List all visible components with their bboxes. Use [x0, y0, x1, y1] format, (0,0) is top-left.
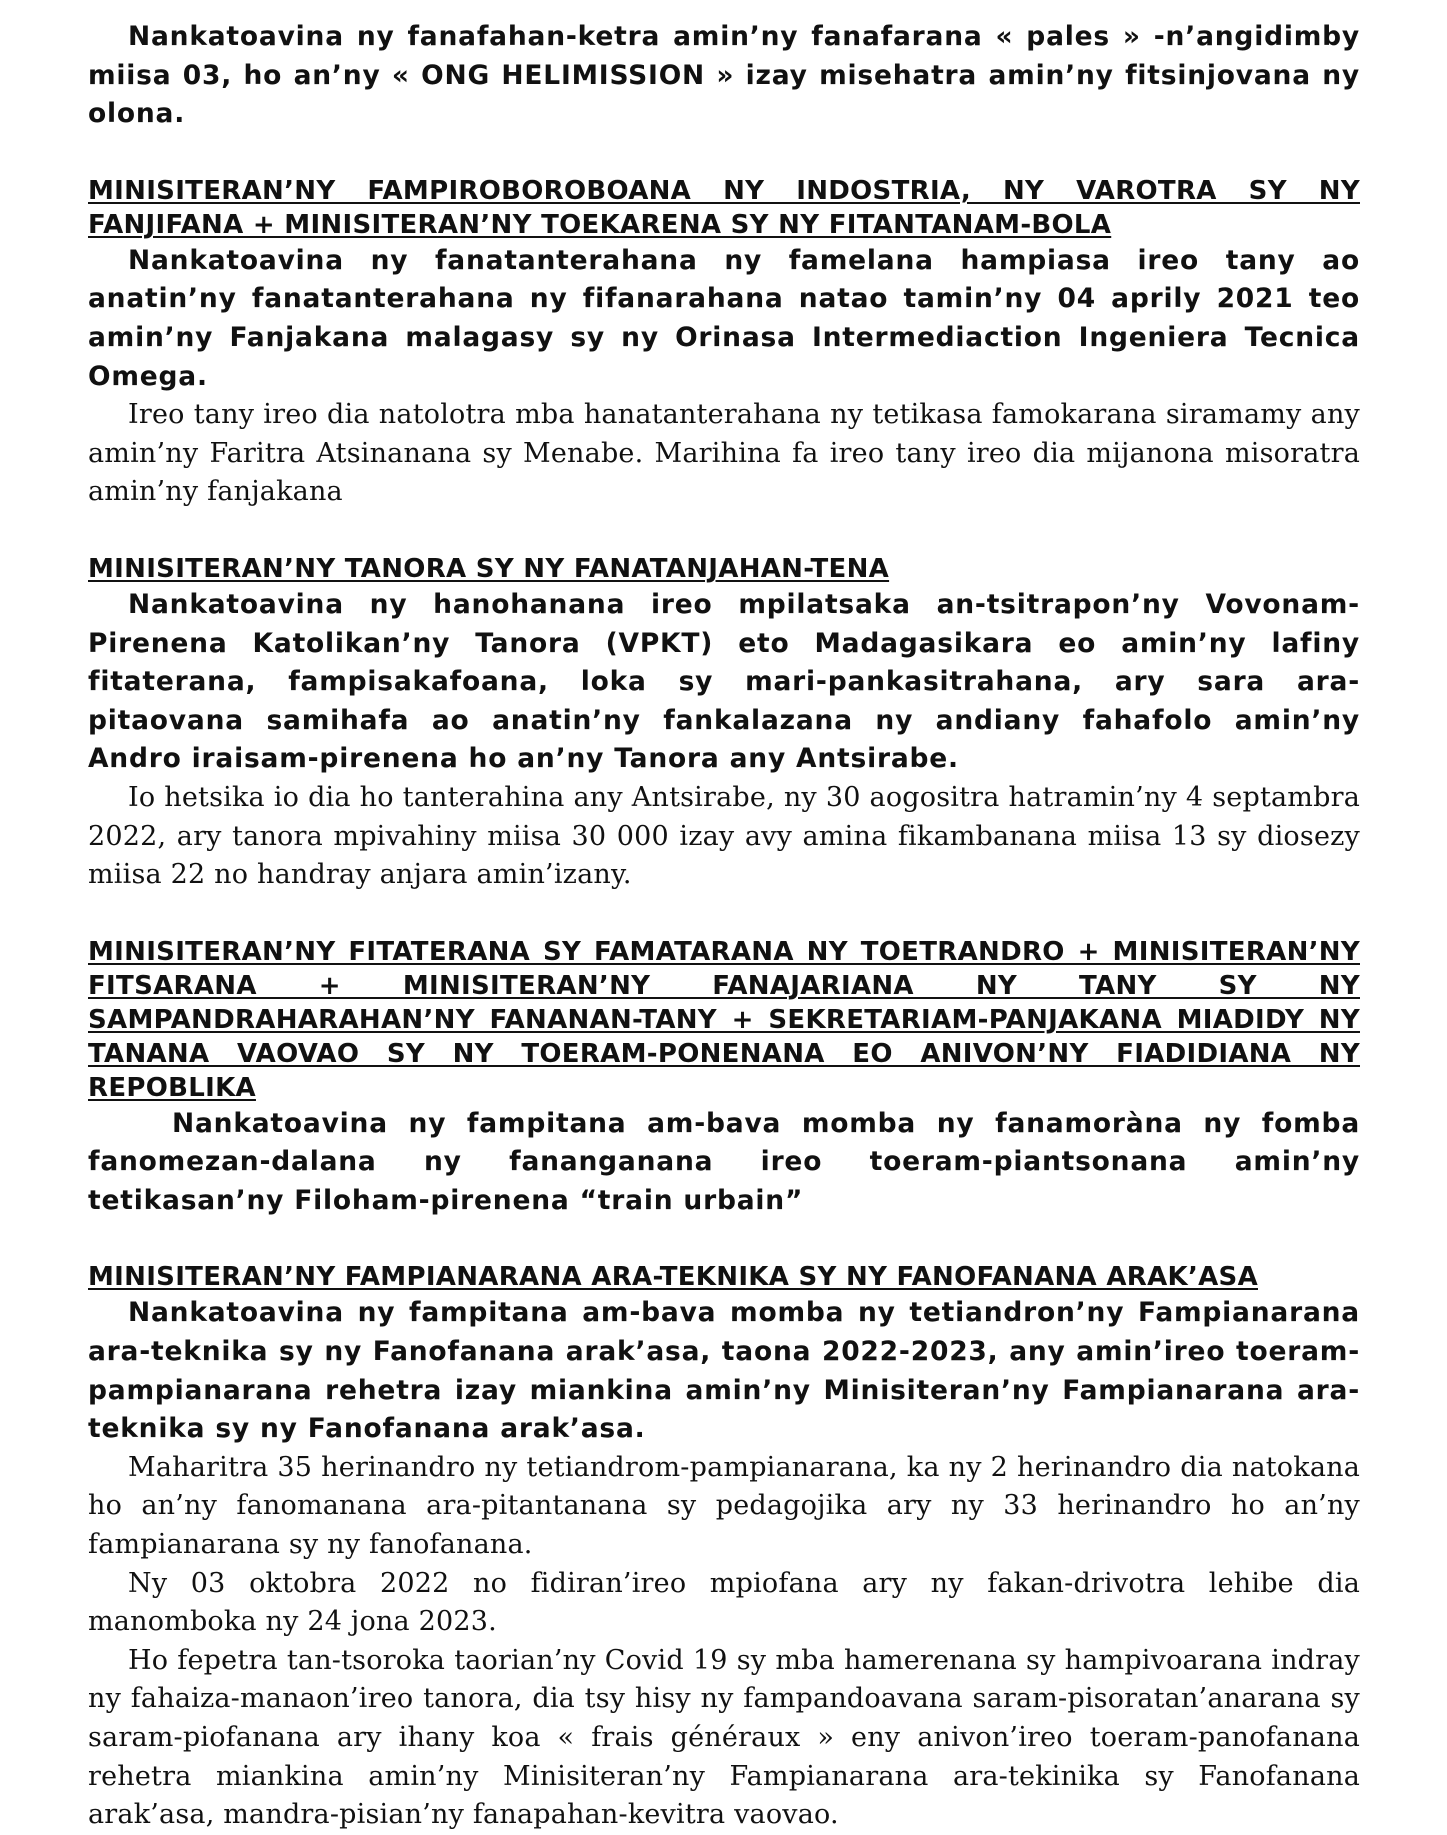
document-page: [88, 18, 1360, 1835]
spacer: [88, 134, 1360, 174]
body-paragraph: Maharitra 35 herinandro ny tetiandrom-pampianarana, ka ny 2 herinandro dia natokana ho an’ny fanomanana ara-pitantanana sy pedagojika ary ny 33 herinandro ho an’ny fampianarana sy ny fanofanana.: [88, 1451, 1360, 1561]
section-heading: MINISITERAN’NY FITATERANA SY FAMATARANA NY TOETRANDRO + MINISITERAN’NY FITSARANA + MINISITERAN’NY FANAJARIANA NY TANY SY NY SAMPANDRAHARAHAN’NY FANANAN-TANY + SEKRETARIAM-PANJAKANA MIADIDY NY TANANA VAOVAO SY NY TOERAM-PONENANA EO ANIVON’NY FIADIDIANA NY REPOBLIKA: [88, 936, 1360, 1103]
decision-paragraph: Nankatoavina ny hanohanana ireo mpilatsaka an-tsitrapon’ny Vovonam-Pirenena Katolikan’ny Tanora (VPKT) eto Madagasikara eo amin’ny lafiny fitaterana, fampisakafoana, loka sy mari-pankasitrahana, ary sara ara-pitaovana samihafa ao anatin’ny fankalazana ny andiany fahafolo amin’ny Andro iraisam-pirenena ho an’ny Tanora any Antsirabe.: [88, 588, 1360, 775]
body-paragraph: Ireo tany ireo dia natolotra mba hanatanterahana ny tetikasa famokarana siramamy any amin’ny Faritra Atsinanana sy Menabe. Marihina fa ireo tany ireo dia mijanona misoratra amin’ny fanjakana: [88, 399, 1360, 508]
section-heading: MINISITERAN’NY FAMPIROBOROBOANA NY INDOSTRIA, NY VAROTRA SY NY FANJIFANA + MINISITERAN’NY TOEKARENA SY NY FITANTANAM-BOLA: [88, 175, 1360, 240]
section-transport-justice-land: [88, 935, 1360, 1221]
body-paragraph: Ny 03 oktobra 2022 no fidiran’ireo mpiofana ary ny fakan-drivotra lehibe dia manomboka ny 24 jona 2023.: [88, 1567, 1360, 1638]
decision-paragraph: Nankatoavina ny fampitana am-bava momba ny tetiandron’ny Fampianarana ara-teknika sy ny Fanofanana arak’asa, taona 2022-2023, any amin’ireo toeram-pampianarana rehetra izay miankina amin’ny Minisiteran’ny Fampianarana ara-teknika sy ny Fanofanana arak’asa.: [88, 1297, 1360, 1445]
section-youth-sports: [88, 552, 1360, 895]
intro-paragraph: Nankatoavina ny fanafahan-ketra amin’ny fanafarana « pales » -n’angidimby miisa 03, ho an’ny « ONG HELIMISSION » izay misehatra amin’ny fitsinjovana ny olona.: [88, 21, 1360, 130]
body-paragraph: Ho fepetra tan-tsoroka taorian’ny Covid 19 sy mba hamerenana sy hampivoarana indray ny fahaiza-manaon’ireo tanora, dia tsy hisy ny fampandoavana saram-pisoratan’anarana sy saram-piofanana ary ihany koa « frais généraux » eny anivon’ireo toeram-panofanana rehetra miankina amin’ny Minisiteran’ny Fampianarana ara-tekinika sy Fanofanana arak’asa, mandra-pisian’ny fanapahan-kevitra vaovao.: [88, 1644, 1360, 1831]
decision-paragraph: Nankatoavina ny fanatanterahana ny famelana hampiasa ireo tany ao anatin’ny fanatanterahana ny fifanarahana natao tamin’ny 04 aprily 2021 teo amin’ny Fanjakana malagasy sy ny Orinasa Intermediaction Ingeniera Tecnica Omega.: [88, 244, 1360, 392]
section-technical-education: [88, 1260, 1360, 1834]
section-heading: MINISITERAN’NY TANORA SY NY FANATANJAHAN-TENA: [88, 553, 890, 584]
body-paragraph: Io hetsika io dia ho tanterahina any Antsirabe, ny 30 aogositra hatramin’ny 4 septambra 2022, ary tanora mpivahiny miisa 30 000 izay avy amina fikambanana miisa 13 sy diosezy miisa 22 no handray anjara amin’izany.: [88, 781, 1360, 891]
section-industry-economy: [88, 174, 1360, 512]
spacer: [88, 512, 1360, 552]
spacer: [88, 1220, 1360, 1260]
spacer: [88, 895, 1360, 935]
section-heading: MINISITERAN’NY FAMPIANARANA ARA-TEKNIKA SY NY FANOFANANA ARAK’ASA: [88, 1262, 1258, 1293]
decision-paragraph: Nankatoavina ny fampitana am-bava momba ny fanamoràna ny fomba fanomezan-dalana ny fananganana ireo toeram-piantsonana amin’ny tetikasan’ny Filoham-pirenena “train urbain”: [88, 1107, 1360, 1216]
